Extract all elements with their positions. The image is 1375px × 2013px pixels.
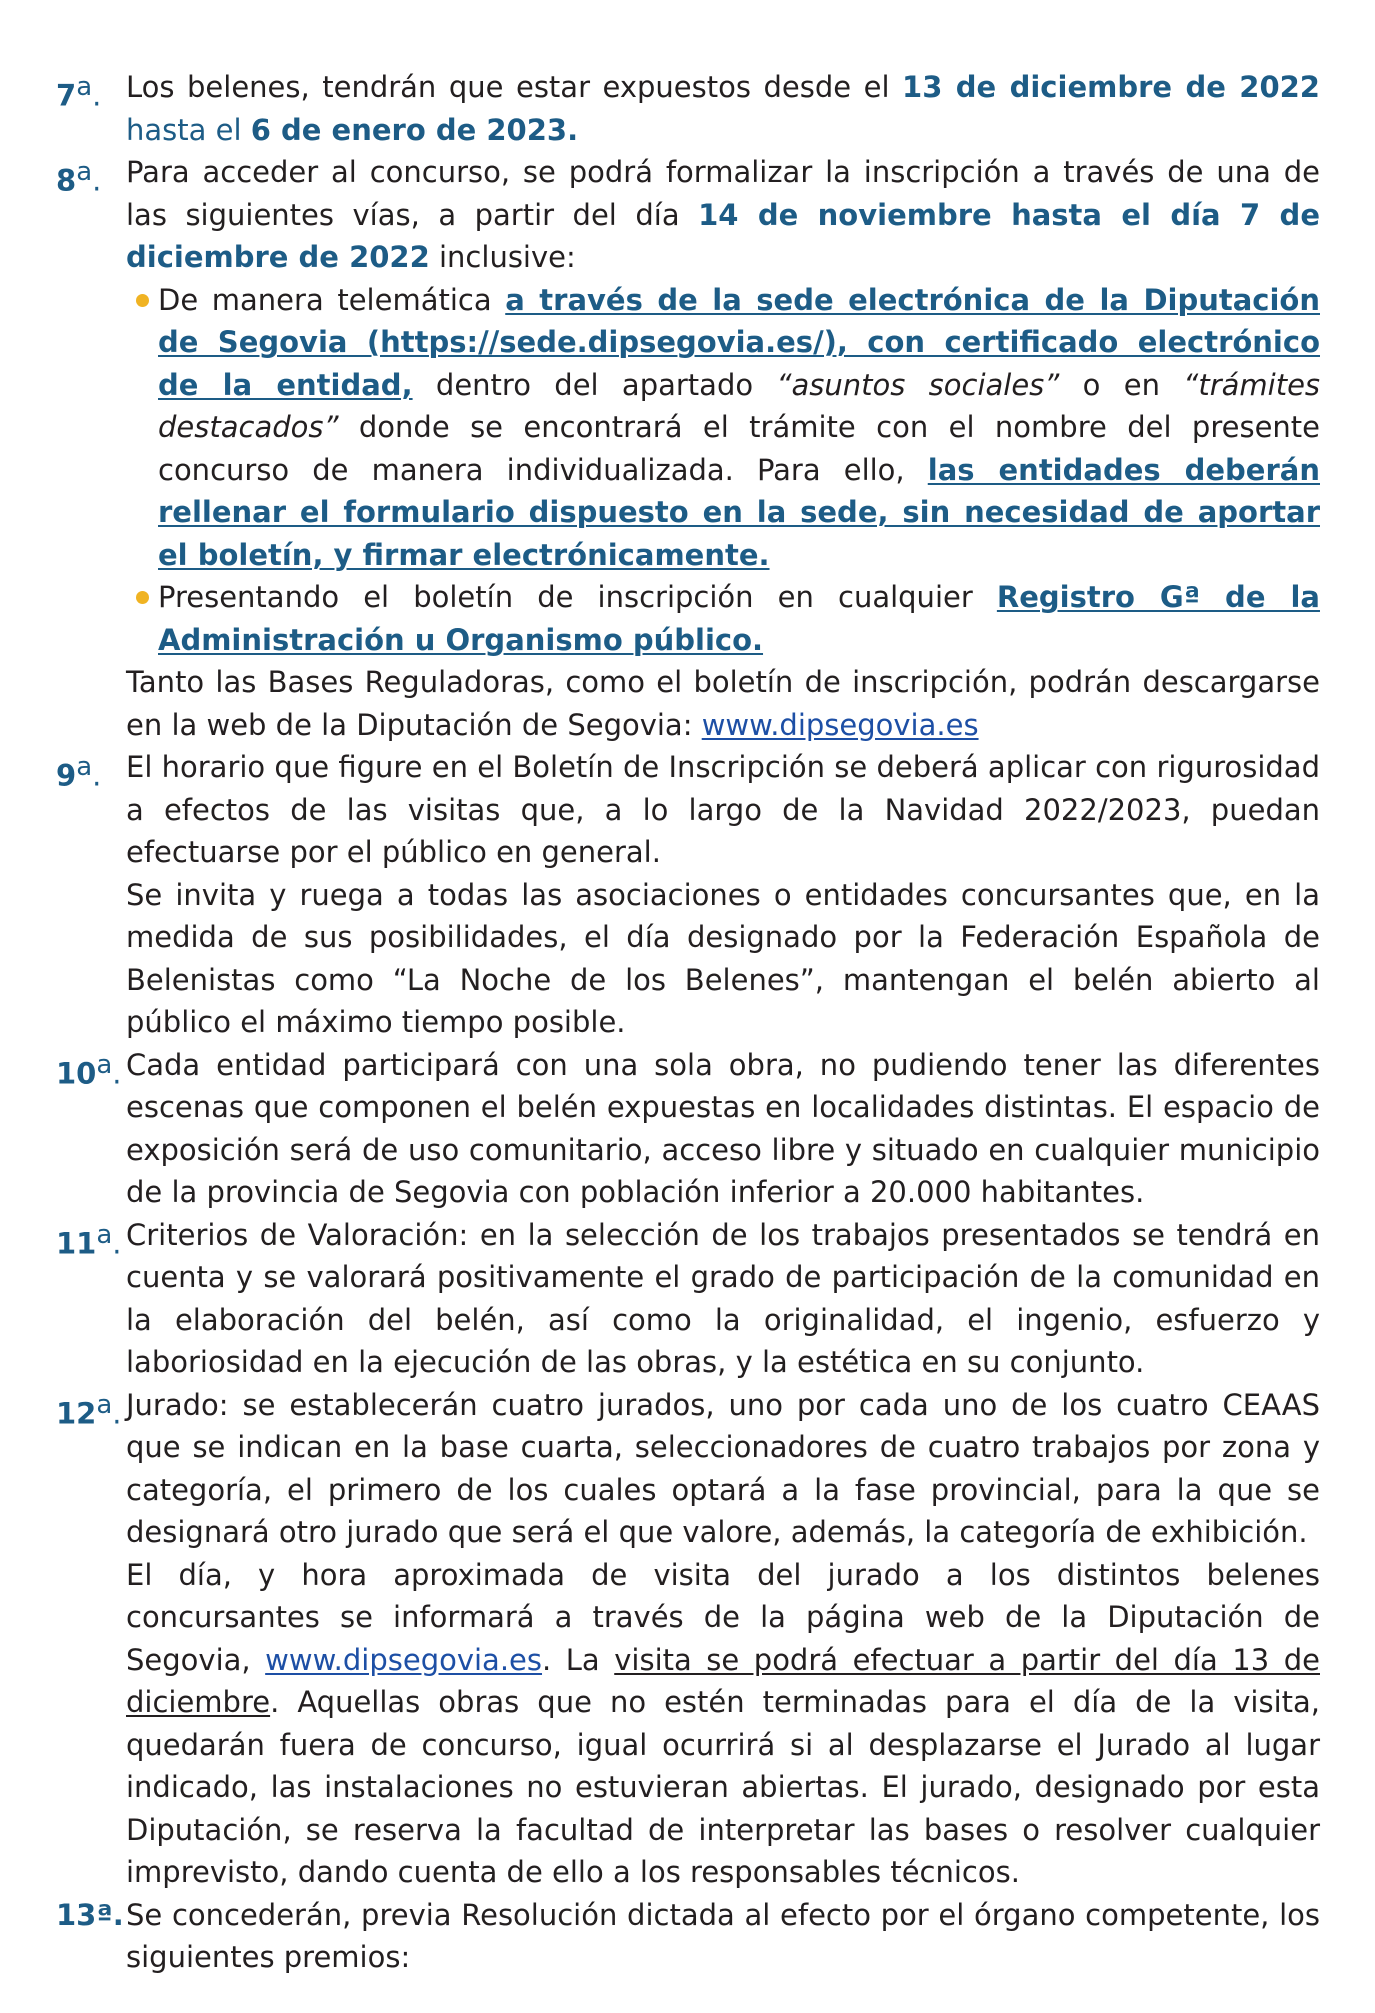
highlight-date: 6 de enero de 2023. (250, 112, 579, 147)
rule-item-8 (56, 151, 1320, 746)
rule-number: 10$^a$. (56, 1049, 122, 1091)
rule-item-11 (56, 1214, 1320, 1384)
list-item: Presentando el boletín de inscripción en cualquier Registro Gª de la Administración u Organismo público. (126, 576, 1320, 661)
rules-list (56, 66, 1320, 1979)
rule-text: Jurado: se establecerán cuatro jurados, uno por cada uno de los cuatro CEAAS que se indican en la base cuarta, seleccionadores de cuatro trabajos por zona y categoría, el primero de los cuales optará a la fase provincial, para la que se designará otro jurado que será el que valore, además, la categoría de exhibición. (126, 1387, 1320, 1549)
sede-electronica-link[interactable]: a través de la sede electrónica de la Diputación de Segovia (https://sede.dipsegovia.es/), con certificado electrónico de la entidad, (158, 282, 1320, 402)
rule-number: 8$^a$. (56, 157, 102, 198)
rule-number: 9$^a$. (56, 752, 102, 793)
highlight-date-range: 14 de noviembre hasta el día 7 de diciembre de 2022 (126, 197, 1320, 274)
rule-number: 7$^a$. (56, 72, 102, 113)
rule-text: Tanto las Bases Reguladoras, como el boletín de inscripción, podrán descargarse en la web de la Diputación de Segovia: www.dipsegovia.es (126, 665, 1320, 742)
highlight-date: 13 de diciembre de 2022 (902, 70, 1320, 104)
rule-number: 11$^a$. (56, 1219, 122, 1261)
visit-date-note: visita se podrá efectuar a partir del día 13 de diciembre (126, 1642, 1320, 1719)
highlight-instructions: las entidades deberán rellenar el formulario dispuesto en la sede, sin necesidad de aportar el boletín, y firmar electrónicamente. (158, 452, 1320, 572)
rule-item-10 (56, 1044, 1320, 1214)
list-item: De manera telemática a través de la sede electrónica de la Diputación de Segovia (https://sede.dipsegovia.es/), con certificado electrónico de la entidad, dentro del apartado “asuntos sociales” o en “trámites destacados” donde se encontrará el trámite con el nombre del presente concurso de manera individualizada. Para ello, las entidades deberán rellenar el formulario dispuesto en la sede, sin necesidad de aportar el boletín, y firmar electrónicamente. (126, 279, 1320, 577)
rule-text: Criterios de Valoración: en la selección de los trabajos presentados se tendrá en cuenta y se valorará positivamente el grado de participación de la comunidad en la elaboración del belén, así como la originalidad, el ingenio, esfuerzo y laboriosidad en la ejecución de las obras, y la estética en su conjunto. (126, 1217, 1320, 1379)
website-link[interactable]: www.dipsegovia.es (701, 707, 979, 742)
rule-text: Cada entidad participará con una sola obra, no pudiendo tener las diferentes escenas que componen el belén expuestas en localidades distintas. El espacio de exposición será de uso comunitario, acceso libre y situado en cualquier municipio de la provincia de Segovia con población inferior a 20.000 habitantes. (126, 1047, 1320, 1209)
rule-item-9 (56, 746, 1320, 1044)
rule-item-13 (56, 1894, 1320, 1979)
rule-item-12 (56, 1384, 1320, 1894)
bullet-icon (136, 294, 149, 307)
registro-link[interactable]: Registro Gª de la Administración u Organismo público. (158, 580, 1320, 657)
rule-item-7 (56, 66, 1320, 151)
rule-text: Para acceder al concurso, se podrá formalizar la inscripción a través de una de las siguientes vías, a partir del día 14 de noviembre hasta el día 7 de diciembre de 2022 inclusive: (126, 155, 1320, 274)
website-link[interactable]: www.dipsegovia.es (265, 1642, 543, 1677)
rule-text: Se concederán, previa Resolución dictada al efecto por el órgano competente, los siguientes premios: (126, 1897, 1320, 1974)
bullet-icon (136, 591, 149, 604)
rule-number: 13ª. (56, 1897, 124, 1932)
rule-text: Los belenes, tendrán que estar expuestos desde el 13 de diciembre de 2022 hasta el 6 de enero de 2023. (126, 70, 1320, 147)
rule-text: El día, y hora aproximada de visita del jurado a los distintos belenes concursantes se informará a través de la página web de la Diputación de Segovia, www.dipsegovia.es. La visita se podrá efectuar a partir del día 13 de diciembre. Aquellas obras que no estén terminadas para el día de la visita, quedarán fuera de concurso, igual ocurrirá si al desplazarse el Jurado al lugar indicado, las instalaciones no estuvieran abiertas. El jurado, designado por esta Diputación, se reserva la facultad de interpretar las bases o resolver cualquier imprevisto, dando cuenta de ello a los responsables técnicos. (126, 1557, 1320, 1889)
rule-text: Se invita y ruega a todas las asociaciones o entidades concursantes que, en la medida de sus posibilidades, el día designado por la Federación Española de Belenistas como “La Noche de los Belenes”, mantengan el belén abierto al público el máximo tiempo posible. (126, 877, 1320, 1039)
rule-text: El horario que figure en el Boletín de Inscripción se deberá aplicar con rigurosidad a efectos de las visitas que, a lo largo de la Navidad 2022/2023, puedan efectuarse por el público en general. (126, 750, 1320, 869)
rule-number: 12$^a$. (56, 1389, 122, 1431)
